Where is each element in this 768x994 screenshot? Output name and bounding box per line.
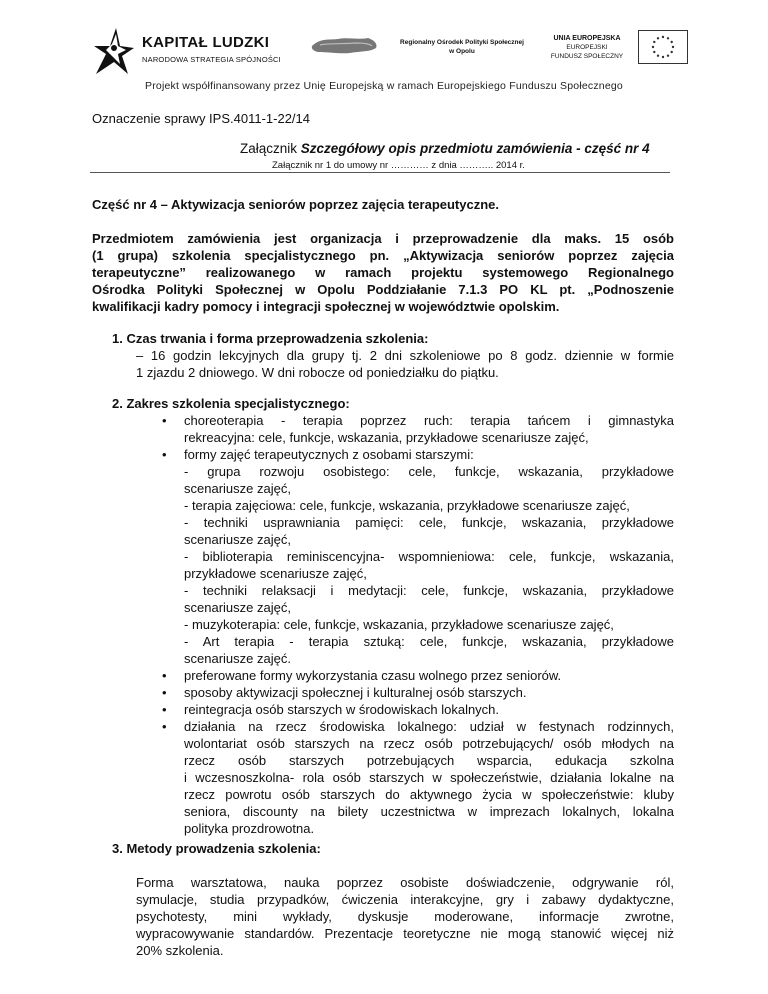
case-reference: Oznaczenie sprawy IPS.4011-1-22/14 (92, 111, 310, 126)
bullet-line: - biblioterapia reminiscencyjna- wspomnieniowa: cele, funkcje, wskazania, (184, 549, 674, 564)
intro-line: Przedmiotem zamówienia jest organizacja i przeprowadzenie dla maks. 15 osób (92, 231, 674, 246)
eu-logo-text (545, 34, 629, 61)
bullet-formy-zajec (184, 446, 674, 667)
bullet-line: przykładowe scenariusze zajęć, (184, 566, 367, 581)
bullet-marker: • (162, 447, 167, 462)
bullet-line: działania na rzecz środowiska lokalnego: udział w festynach rodzinnych, (184, 719, 674, 734)
bullet-line: - terapia zajęciowa: cele, funkcje, wskazania, przykładowe scenariusze zajęć, (184, 498, 630, 513)
bullet-line: scenariusze zajęć, (184, 481, 291, 496)
bullet-czas-wolny: preferowane formy wykorzystania czasu wolnego przez seniorów. (184, 668, 562, 683)
kapital-ludzki-star-icon (92, 24, 136, 78)
rops-logo-text (392, 38, 532, 56)
section-1-heading: 1. Czas trwania i forma przeprowadzenia szkolenia: (112, 331, 429, 346)
bullet-line: polityka prozdrowotna. (184, 821, 315, 836)
kapital-ludzki-logo (92, 24, 282, 82)
section-3-line: symulacje, studia przypadków, ćwiczenia interakcyjne, gry i zabawy dydaktyczne, (136, 892, 674, 907)
attachment-title-italic: Szczegółowy opis przedmiotu zamówienia - część nr 4 (300, 141, 650, 156)
header-divider (90, 172, 670, 173)
bullet-line: - Art terapia - terapia sztuką: cele, funkcje, wskazania, przykładowe (184, 634, 674, 649)
bullet-marker: • (162, 702, 167, 717)
bullet-marker: • (162, 668, 167, 683)
bullet-line: - muzykoterapia: cele, funkcje, wskazania, przykładowe scenariusze zajęć, (184, 617, 614, 632)
bullet-line: wolontariat osób starszych na rzecz osób potrzebujących/ osób młodych na (184, 736, 674, 751)
rops-line-2: w Opolu (449, 48, 475, 55)
attachment-subtitle: Załącznik nr 1 do umowy nr ………… z dnia ……….. 2014 r. (272, 160, 525, 171)
bullet-marker: • (162, 685, 167, 700)
section-3-line: psychotesty, mini wykłady, dyskusje moderowane, informacje zwrotne, (136, 909, 674, 924)
eu-line-1: UNIA EUROPEJSKA (553, 35, 621, 42)
section-3-line: wypracowywanie standardów. Prezentacje teoretyczne nie mogą stanowić więcej niż (136, 926, 674, 941)
bullet-line: - techniki relaksacji i medytacji: cele, funkcje, wskazania, przykładowe (184, 583, 674, 598)
bullet-line: choreoterapia - terapia poprzez ruch: terapia tańcem i gimnastyka (184, 413, 674, 428)
section-3-line: 20% szkolenia. (136, 943, 224, 958)
bullet-line: scenariusze zajęć, (184, 532, 291, 547)
section-1-body (136, 347, 674, 381)
bullet-aktywizacja: sposoby aktywizacji społecznej i kulturalnej osób starszych. (184, 685, 527, 700)
part-heading: Część nr 4 – Aktywizacja seniorów poprzez zajęcia terapeutyczne. (92, 197, 500, 212)
bullet-line: formy zajęć terapeutycznych z osobami starszymi: (184, 447, 474, 462)
bullet-line: seniora, discounty na bilety uczestnictwa w imprezach lokalnych, lokalna (184, 804, 674, 819)
rops-line-1: Regionalny Ośrodek Polityki Społecznej (400, 39, 524, 46)
funding-statement: Projekt współfinansowany przez Unię Europejską w ramach Europejskiego Funduszu Społecznego (145, 80, 623, 92)
intro-line: (1 grupa) szkolenia specjalistycznego pn. „Aktywizacja seniorów poprzez zajęcia (92, 248, 674, 263)
bullet-line: i wczesnoszkolna- rola osób starszych w społeczeństwie, działania lokalne na (184, 770, 674, 785)
intro-line: kwalifikacji kadry pomocy i integracji społecznej w województwie opolskim. (92, 299, 560, 314)
bullet-line: rzecz powrotu osób starszych do aktywnego życia w społeczeństwie: kluby (184, 787, 674, 802)
bullet-choreoterapia (184, 412, 674, 446)
intro-paragraph (92, 230, 674, 315)
bullet-marker: • (162, 413, 167, 428)
bullet-line: scenariusze zajęć, (184, 600, 291, 615)
bullet-line: - grupa rozwoju osobistego: cele, funkcje, wskazania, przykładowe (184, 464, 674, 479)
bullet-line: - techniki usprawniania pamięci: cele, funkcje, wskazania, przykładowe (184, 515, 674, 530)
section-3-heading: 3. Metody prowadzenia szkolenia: (112, 841, 321, 856)
eu-line-2: EUROPEJSKI (566, 44, 608, 51)
bullet-line: rzecz osób starszych potrzebujących wsparcia, edukacja szkolna (184, 753, 674, 768)
section-3-body (136, 874, 674, 959)
bullet-line: rekreacyjna: cele, funkcje, wskazania, przykładowe scenariusze zajęć, (184, 430, 589, 445)
bullet-reintegracja: reintegracja osób starszych w środowiskach lokalnych. (184, 702, 500, 717)
section-2-heading: 2. Zakres szkolenia specjalistycznego: (112, 396, 350, 411)
section-1-line: – 16 godzin lekcyjnych dla grupy tj. 2 dni szkoleniowe po 8 godz. dziennie w formie (136, 348, 674, 363)
attachment-title (240, 140, 650, 157)
bullet-line: scenariusze zajęć. (184, 651, 291, 666)
eu-line-3: FUNDUSZ SPOŁECZNY (550, 53, 624, 60)
section-1-line: 1 zjazdu 2 dniowego. W dni robocze od poniedziałku do piątku. (136, 365, 499, 380)
section-3-line: Forma warsztatowa, nauka poprzez osobiste doświadczenie, odgrywanie ról, (136, 875, 674, 890)
bullet-srodowisko-lokalne (184, 718, 674, 837)
intro-line: terapeutyczne” realizowanego w ramach projektu systemowego Regionalnego (92, 265, 674, 280)
eu-flag-icon (638, 30, 688, 64)
intro-line: Ośrodka Polityki Społecznej w Opolu Poddziałanie 7.1.3 PO KL pt. „Podnoszenie (92, 282, 674, 297)
kapital-ludzki-subtitle: NARODOWA STRATEGIA SPÓJNOŚCI (142, 55, 281, 64)
bullet-marker: • (162, 719, 167, 734)
kapital-ludzki-title: KAPITAŁ LUDZKI (142, 34, 270, 51)
attachment-prefix: Załącznik (240, 141, 301, 156)
rops-region-map-icon (310, 34, 380, 56)
